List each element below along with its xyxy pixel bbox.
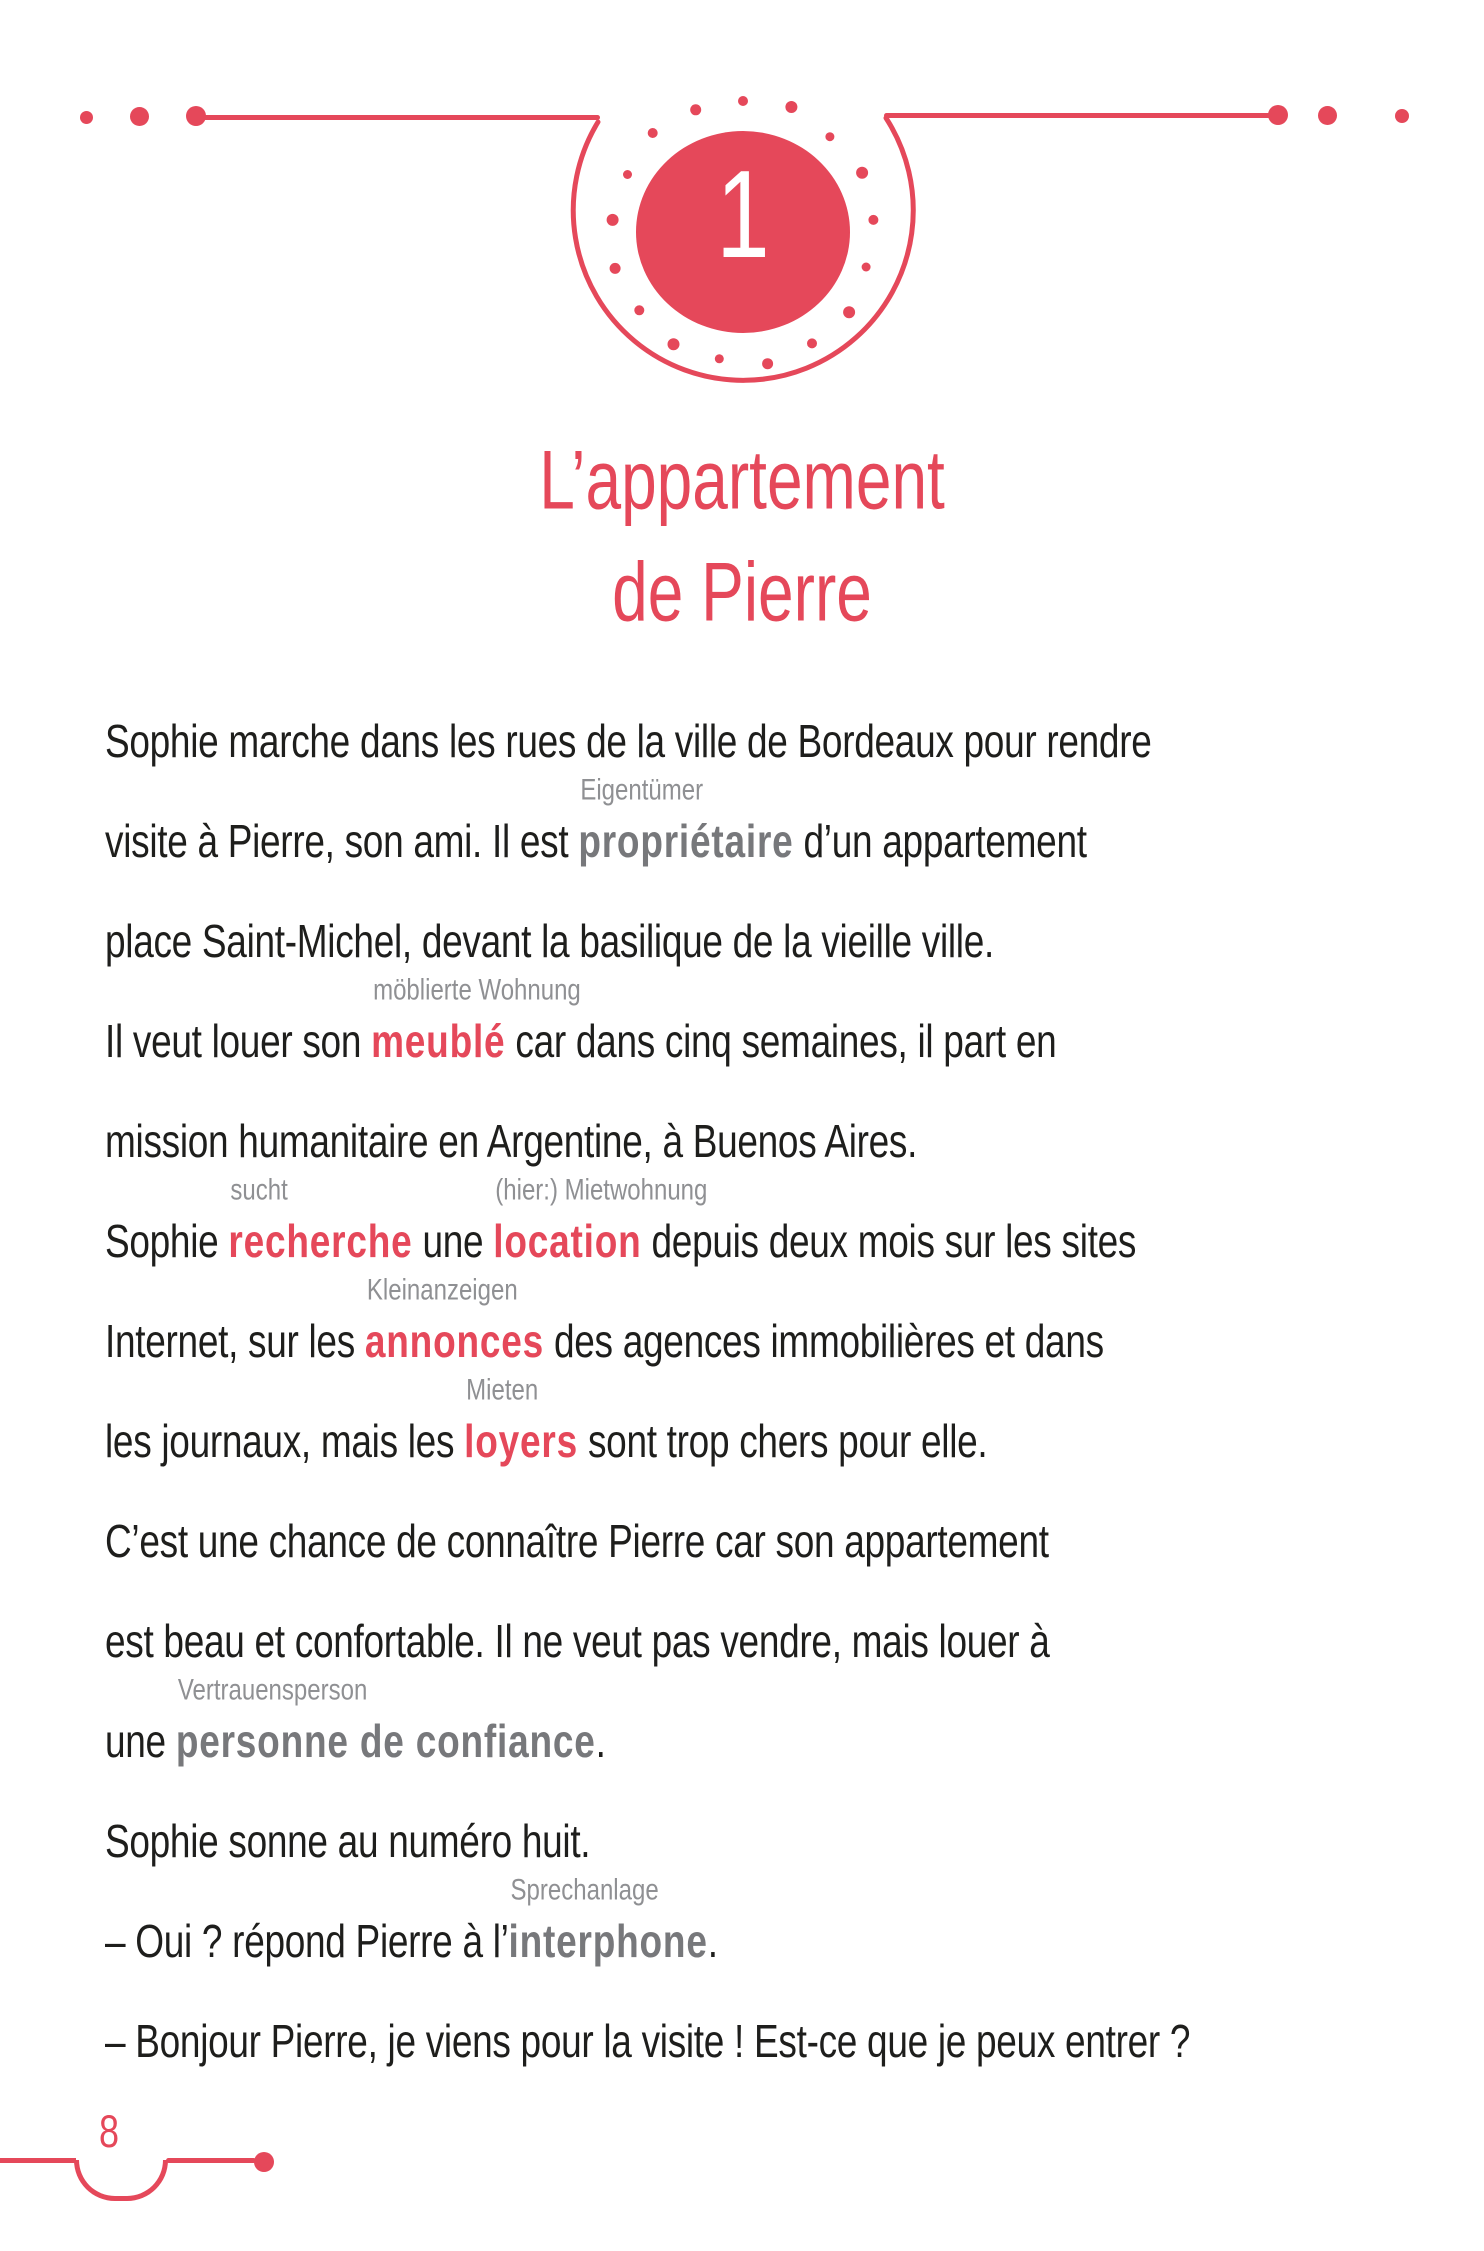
chapter-number: 1 [716,145,770,285]
text-line [105,1460,1444,1567]
text-segment: Sophie [105,1215,229,1267]
text-segment: place Saint-Michel, devant la basilique de la vieille ville. [105,915,994,967]
text-segment: une [105,1715,176,1767]
text-segment: une [412,1215,494,1267]
ornament-dot [1318,106,1337,125]
text-segment: les journaux, mais les [105,1415,465,1467]
footer-rule-left [0,2158,76,2163]
ring-dot [610,263,621,274]
ring-dot [607,214,619,226]
translation-annotation: Vertrauensperson [177,1673,368,1707]
translation-annotation: (hier:) Mietwohnung [495,1173,708,1207]
ring-dot [668,338,680,350]
translation-annotation: sucht [230,1173,288,1207]
translation-annotation: Kleinanzeigen [366,1273,518,1307]
ring-dot [690,104,701,115]
text-line [105,960,1444,1067]
translation-annotation: möblierte Wohnung [373,973,581,1007]
text-segment: . [595,1715,606,1767]
ring-dot [807,338,817,348]
ring-dot [623,170,632,179]
chapter-number-badge [637,132,849,332]
text-line [105,1960,1444,2067]
translation-annotation: Sprechanlage [510,1873,659,1907]
ring-dot [785,101,797,113]
text-segment: Il veut louer son [105,1015,372,1067]
translation-annotation: Eigentümer [580,773,704,807]
footer-end-dot [254,2152,274,2172]
vocab-word: annonces Kleinanzeigen [364,1273,545,1367]
text-segment: visite à Pierre, son ami. Il est [105,815,579,867]
footer-bowl-curve [74,2160,168,2201]
page-number: 8 [99,2105,120,2157]
header-rule-right [884,113,1280,118]
text-segment: Sophie marche dans les rues de la ville de Bordeaux pour rendre [105,715,1152,767]
ring-dot [856,167,868,179]
text-segment: mission humanitaire en Argentine, à Buenos Aires. [105,1115,918,1167]
text-segment: . [707,1915,718,1967]
ornament-dot [130,107,149,126]
text-segment: C’est une chance de connaître Pierre car son appartement [105,1515,1049,1567]
text-line [105,860,1444,967]
text-line [105,1560,1444,1667]
text-segment: est beau et confortable. Il ne veut pas vendre, mais louer à [105,1615,1050,1667]
page-title [0,416,1484,640]
footer-rule-right [166,2158,256,2163]
text-block [105,660,1444,2067]
text-segment: – Bonjour Pierre, je viens pour la visite ! Est-ce que je peux entrer ? [105,2015,1191,2067]
vocab-word: meublé möblierte Wohnung [371,973,581,1067]
vocab-word: loyers Mieten [464,1373,578,1467]
text-segment: Internet, sur les [105,1315,365,1367]
text-line [105,1760,1444,1867]
text-line [105,1260,1444,1367]
text-segment: – Oui ? répond Pierre à l’ [105,1915,509,1967]
ornament-dot [80,111,93,124]
ring-dot [715,354,724,363]
translation-annotation: Mieten [466,1373,539,1407]
vocab-word: personne de confiance Vertrauensperson [175,1673,596,1767]
text-segment: sont trop chers pour elle. [577,1415,988,1467]
vocab-word: recherche sucht [228,1173,413,1267]
ring-dot [862,263,871,272]
text-segment: car dans cinq semaines, il part en [505,1015,1057,1067]
text-line [105,1660,1444,1767]
text-segment: Sophie sonne au numéro huit. [105,1815,591,1867]
ring-dot [738,96,748,106]
title-line-2: de Pierre [612,545,872,639]
text-line [105,1860,1444,1967]
text-segment: des agences immobilières et dans [544,1315,1104,1367]
text-line-content [105,2016,1190,2069]
text-line [105,1360,1444,1467]
ornament-dot [1268,105,1288,125]
ring-dot [868,215,878,225]
vocab-word: propriétaire Eigentümer [578,773,794,867]
text-line [105,1060,1444,1167]
ring-dot [762,358,773,369]
vocab-word: interphone Sprechanlage [508,1873,708,1967]
text-line [105,1160,1444,1267]
text-segment: depuis deux mois sur les sites [641,1215,1137,1267]
vocab-word: location (hier:) Mietwohnung [493,1173,708,1267]
ornament-dot [1395,109,1409,123]
text-line [105,660,1444,767]
text-line [105,760,1444,867]
title-line-1: L’appartement [539,433,945,527]
text-segment: d’un appartement [793,815,1087,867]
header-rule-left [203,115,600,120]
